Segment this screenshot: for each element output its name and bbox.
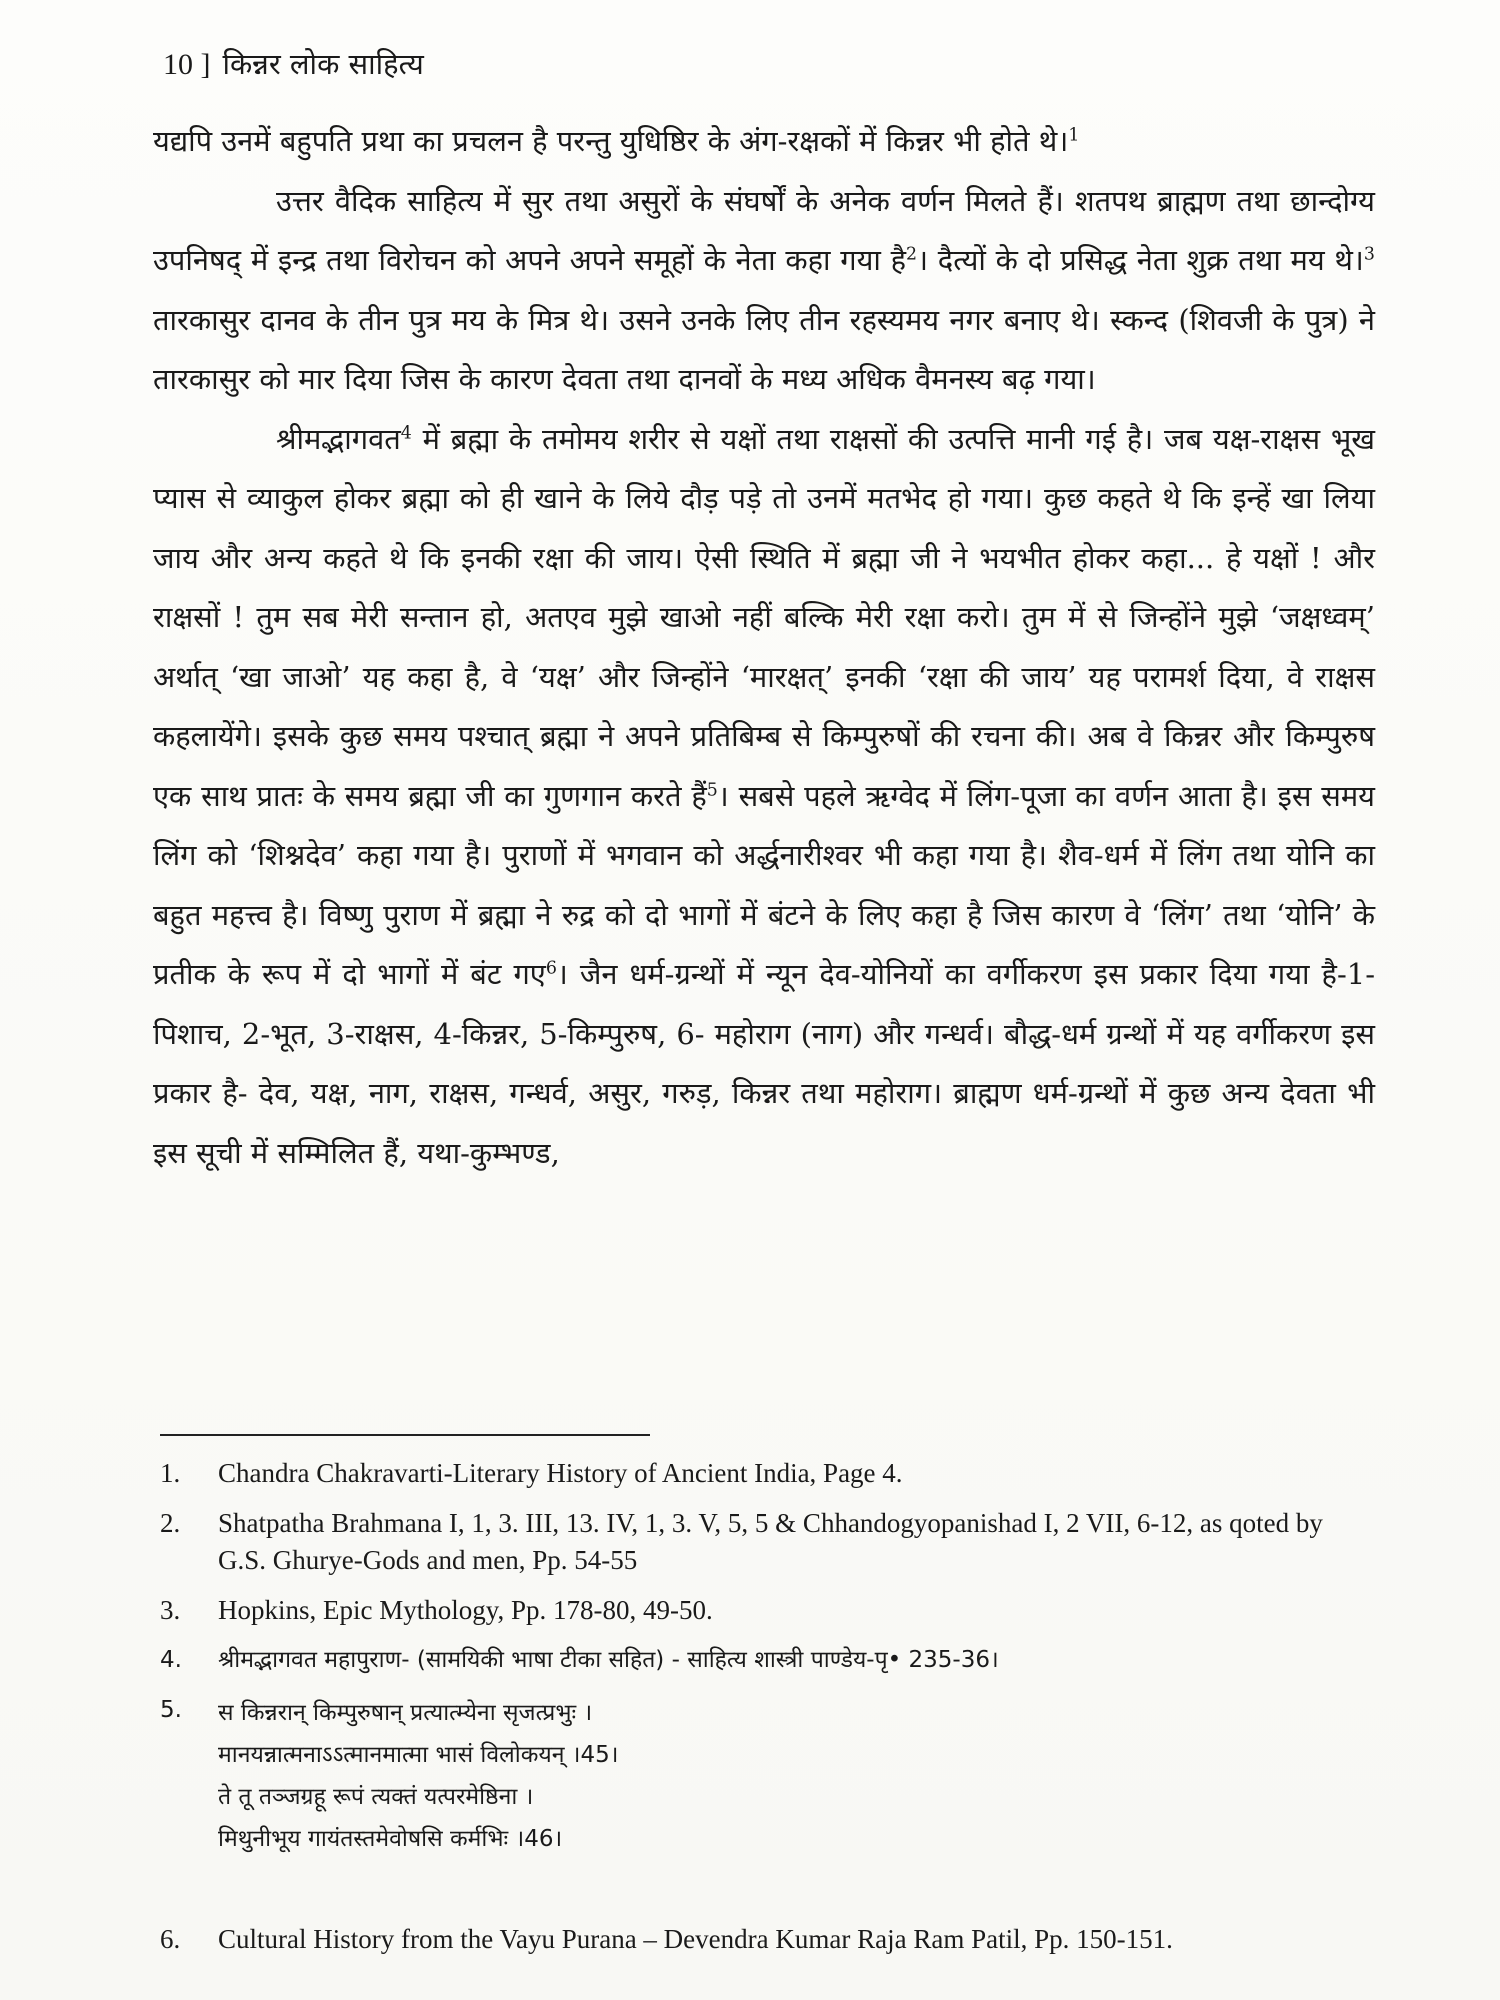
verse-line: मानयन्नात्मनाऽऽत्मानमात्मा भासं विलोकयन् ।45।	[218, 1742, 619, 1768]
footnote-3: 3. Hopkins, Epic Mythology, Pp. 178-80, 49-50.	[160, 1595, 713, 1625]
footnote-4: 4. श्रीमद्भागवत महापुराण- (सामयिकी भाषा टीका सहित) - साहित्य शास्त्री पाण्डेय-पृ• 235-36।	[160, 1647, 999, 1673]
footnote-2: 2. Shatpatha Brahmana I, 1, 3. III, 13. IV, 1, 3. V, 5, 5 & Chhandogyopanishad I, 2 VII, 6-12, as qoted by G.S. Ghurye-Gods and men, Pp. 54-55	[160, 1508, 1323, 1575]
footnote-ref-3[interactable]: 3	[1363, 244, 1375, 265]
verse-line: मिथुनीभूय गायंतस्तमेवोषसि कर्मभिः ।46।	[218, 1826, 563, 1852]
footnote-6: 6. Cultural History from the Vayu Purana – Devendra Kumar Raja Ram Patil, Pp. 150-151.	[160, 1924, 1173, 1954]
footnote-ref-6[interactable]: 6	[545, 958, 557, 979]
page-header	[163, 44, 424, 85]
footnote-ref-2[interactable]: 2	[906, 244, 918, 265]
footnote-ref-4[interactable]: 4	[400, 422, 412, 443]
body-text	[153, 112, 1375, 1183]
footnote-divider	[160, 1434, 650, 1436]
footnote-1: 1. Chandra Chakravarti-Literary History of Ancient India, Page 4.	[160, 1458, 903, 1488]
paragraph-3: श्रीमद्भागवत$^4$ में ब्रह्मा के तमोमय शरीर से यक्षों तथा राक्षसों की उत्पत्ति मानी गई है। जब यक्ष-राक्षस भूख प्यास से व्याकुल होकर ब्रह्मा को ही खाने के लिये दौड़ पड़े तो उनमें मतभेद हो गया। कुछ कहते थे कि इन्हें खा लिया जाय और अन्य कहते थे कि इनकी रक्षा की जाय। ऐसी स्थिति में ब्रह्मा जी ने भयभीत होकर कहा... हे यक्षों ! और राक्षसों ! तुम सब मेरी सन्तान हो, अतएव मुझे खाओ नहीं बल्कि मेरी रक्षा करो। तुम में से जिन्होंने मुझे ‘जक्षध्वम्’ अर्थात् ‘खा जाओ’ यह कहा है, वे ‘यक्ष’ और जिन्होंने ‘मारक्षत्’ इनकी ‘रक्षा की जाय’ यह परामर्श दिया, वे राक्षस कहलायेंगे। इसके कुछ समय पश्चात् ब्रह्मा ने अपने प्रतिबिम्ब से किम्पुरुषों की रचना की। अब वे किन्नर और किम्पुरुष एक साथ प्रातः के समय ब्रह्मा जी का गुणगान करते हैं$^5$। सबसे पहले ऋग्वेद में लिंग-पूजा का वर्णन आता है। इस समय लिंग को ‘शिश्नदेव’ कहा गया है। पुराणों में भगवान को अर्द्धनारीश्वर भी कहा गया है। शैव-धर्म में लिंग तथा योनि का बहुत महत्त्व है। विष्णु पुराण में ब्रह्मा ने रुद्र को दो भागों में बंटने के लिए कहा है जिस कारण वे ‘लिंग’ तथा ‘योनि’ के प्रतीक के रूप में दो भागों में बंट गए$^6$। जैन धर्म-ग्रन्थों में न्यून देव-योनियों का वर्गीकरण इस प्रकार दिया गया है-1-पिशाच, 2-भूत, 3-राक्षस, 4-किन्नर, 5-किम्पुरुष, 6- महोराग (नाग) और गन्धर्व। बौद्ध-धर्म ग्रन्थों में यह वर्गीकरण इस प्रकार है- देव, यक्ष, नाग, राक्षस, गन्धर्व, असुर, गरुड़, किन्नर तथा महोराग। ब्राह्मण धर्म-ग्रन्थों में कुछ अन्य देवता भी इस सूची में सम्मिलित हैं, यथा-कुम्भण्ड,	[153, 421, 1375, 1170]
verse-line: ते तू तञ्जग्रहू रूपं त्यक्तं यत्परमेष्ठिना ।	[218, 1784, 534, 1810]
footnotes	[160, 1455, 1375, 1873]
page-number: 10 ]	[163, 48, 211, 81]
sanskrit-verse	[218, 1692, 1375, 1860]
paragraph-1: यद्यपि उनमें बहुपति प्रथा का प्रचलन है परन्तु युधिष्ठिर के अंग-रक्षकों में किन्नर भी होते थे।$^1$	[153, 124, 1080, 158]
footnote-ref-1[interactable]: 1	[1068, 125, 1080, 146]
footnote-ref-5[interactable]: 5	[706, 779, 718, 800]
paragraph-2: उत्तर वैदिक साहित्य में सुर तथा असुरों के संघर्षों के अनेक वर्णन मिलते हैं। शतपथ ब्राह्मण तथा छान्दोग्य उपनिषद् में इन्द्र तथा विरोचन को अपने अपने समूहों के नेता कहा गया है$^2$। दैत्यों के दो प्रसिद्ध नेता शुक्र तथा मय थे।$^3$ तारकासुर दानव के तीन पुत्र मय के मित्र थे। उसने उनके लिए तीन रहस्यमय नगर बनाए थे। स्कन्द (शिवजी के पुत्र) ने तारकासुर को मार दिया जिस के कारण देवता तथा दानवों के मध्य अधिक वैमनस्य बढ़ गया।	[153, 183, 1375, 396]
running-title: किन्नर लोक साहित्य	[222, 47, 424, 81]
footnote-5: 5. स किन्नरान् किम्पुरुषान् प्रत्यात्म्येना सृजत्प्रभुः । मानयन्नात्मनाऽऽत्मानमात्मा भासं विलोकयन् ।45। ते तू तञ्जग्रहू रूपं त्यक्तं यत्परमेष्ठिना । मिथुनीभूय गायंतस्तमेवोषसि कर्मभिः ।46।	[160, 1692, 1375, 1860]
verse-line: स किन्नरान् किम्पुरुषान् प्रत्यात्म्येना सृजत्प्रभुः ।	[218, 1700, 593, 1726]
